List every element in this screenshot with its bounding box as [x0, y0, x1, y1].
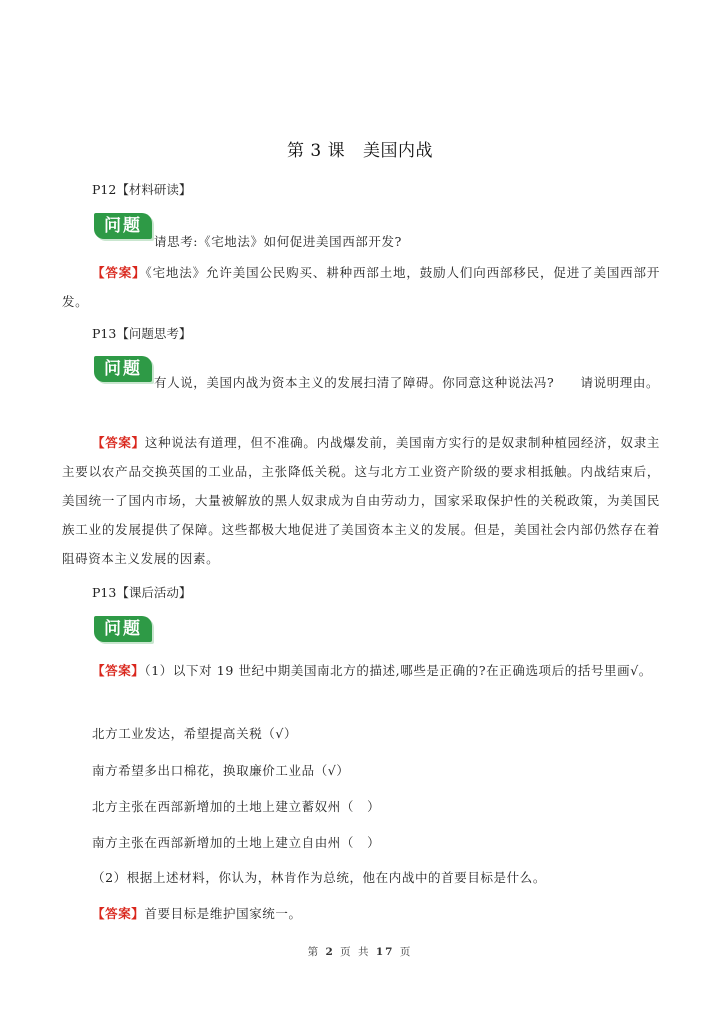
- answer-paragraph-1: [62, 258, 660, 316]
- page-footer: 第 2 页 共 17 页: [307, 946, 413, 958]
- option-item-4: 南方主张在西部新增加的土地上建立自由州（ ）: [92, 835, 381, 850]
- lesson-number: 第 3 课: [286, 141, 346, 161]
- question-badge-1: 问题: [94, 213, 152, 239]
- lesson-title: [0, 136, 720, 161]
- question-badge-2: 问题: [94, 356, 152, 382]
- question-text-1: 请思考:《宅地法》如何促进美国西部开发?: [154, 234, 402, 249]
- question-text-2: 有人说，美国内战为资本主义的发展扫清了障碍。你同意这种说法冯? 请说明理由。: [154, 375, 660, 390]
- answer-tag: 【答案】: [92, 663, 145, 678]
- lesson-name: 美国内战: [363, 141, 434, 161]
- answer-line-final: [92, 904, 302, 922]
- option-item-3: 北方主张在西部新增加的土地上建立蓄奴州（ ）: [92, 799, 381, 814]
- answer-tag: 【答案】: [92, 435, 145, 450]
- answer-paragraph-2: [62, 428, 660, 573]
- answer-tag: 【答案】: [92, 906, 145, 921]
- section-label-1: P12【材料研读】: [92, 182, 192, 197]
- total-page-number: 17: [375, 946, 395, 958]
- section-label-2: P13【问题思考】: [92, 326, 192, 341]
- option-item-1: 北方工业发达，希望提高关税（√）: [92, 726, 298, 741]
- answer-text-1: 《宅地法》允许美国公民购买、耕种西部土地，鼓励人们向西部移民，促进了美国西部开发。: [62, 265, 661, 309]
- option-item-2: 南方希望多出口棉花，换取廉价工业品（√）: [92, 763, 350, 778]
- current-page-number: 2: [325, 946, 335, 958]
- answer-text-2: 这种说法有道理，但不准确。内战爆发前，美国南方实行的是奴隶制种植园经济，奴隶主主要以农产品交换英国的工业品，主张降低关税。这与北方工业资产阶级的要求相抵触。内战结束后，美国统一了国内市场，大量被解放的黑人奴隶成为自由劳动力，国家采取保护性的关税政策，为美国民族工业的发展提供了保障。这些都极大地促进了美国资本主义的发展。但是，美国社会内部仍然存在着阻碍资本主义发展的因素。: [62, 435, 661, 566]
- question-badge-3: 问题: [94, 616, 152, 642]
- answer-text-final: 首要目标是维护国家统一。: [144, 906, 302, 921]
- answer-tag: 【答案】: [92, 265, 146, 280]
- answer-paragraph-3: [62, 656, 660, 685]
- question-part-1: （1）以下对 19 世纪中期美国南北方的描述,哪些是正确的?在正确选项后的括号里画√。: [144, 663, 652, 678]
- question-part-2: （2）根据上述材料，你认为，林肯作为总统，他在内战中的首要目标是什么。: [92, 870, 546, 885]
- section-label-3: P13【课后活动】: [92, 585, 192, 600]
